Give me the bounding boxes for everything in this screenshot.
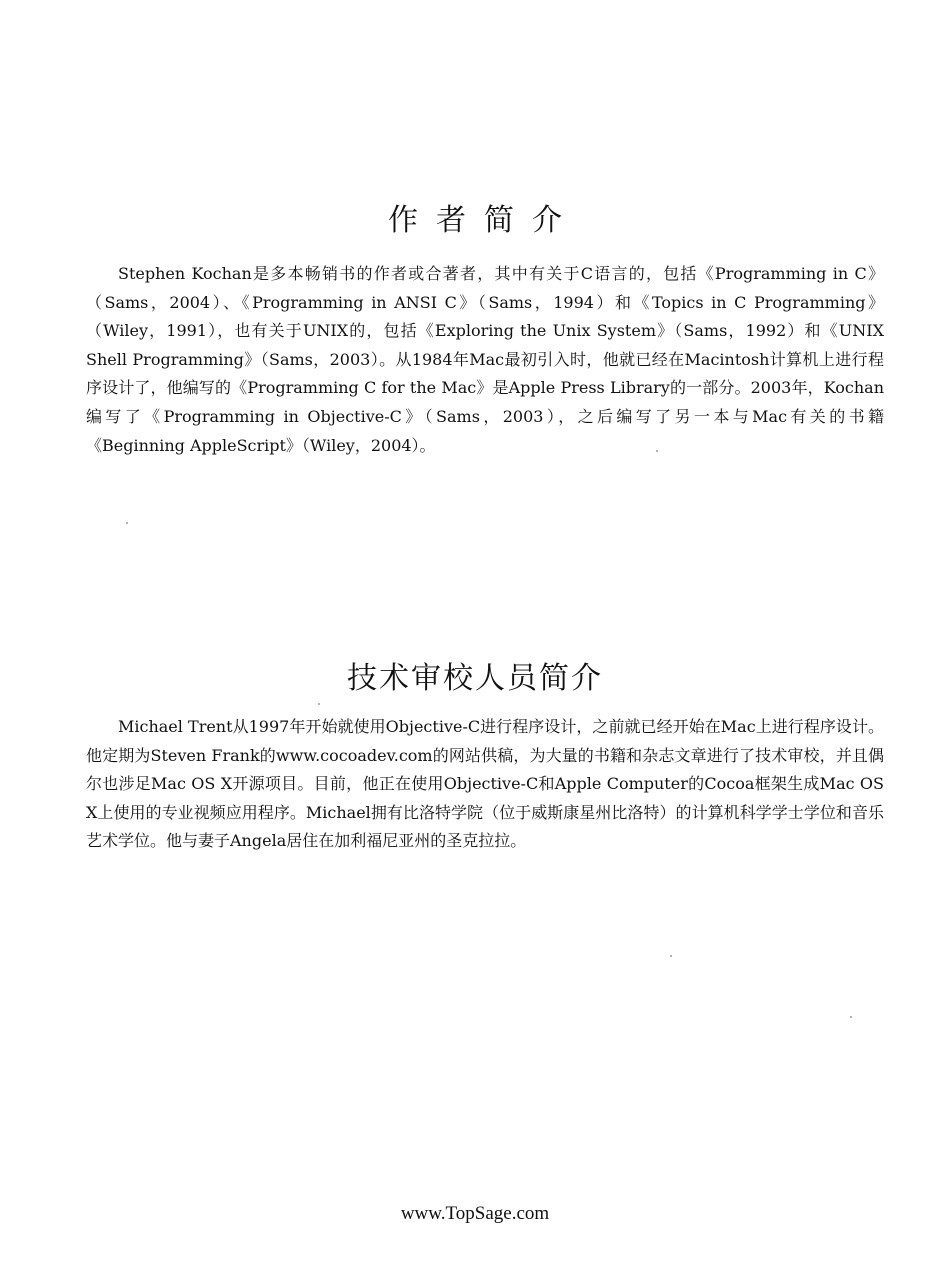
scan-speck: [670, 955, 672, 957]
footer-website: www.TopSage.com: [400, 1203, 550, 1224]
author-section-title: 作者简介: [388, 203, 580, 238]
scan-speck: [126, 522, 128, 524]
scan-speck: [318, 703, 320, 705]
scan-speck: [850, 1016, 852, 1018]
reviewer-bio-paragraph: Michael Trent从1997年开始就使用Objective-C进行程序设计，之前就已经开始在Mac上进行程序设计。他定期为Steven Frank的www.cocoadev.com的网站供稿，为大量的书籍和杂志文章进行了技术审校，并且偶尔也涉足Mac OS X开源项目。目前，他正在使用Objective-C和Apple Computer的Cocoa框架生成Mac OS X上使用的专业视频应用程序。Michael拥有比洛特学院（位于威斯康星州比洛特）的计算机科学学士学位和音乐艺术学位。他与妻子Angela居住在加利福尼亚州的圣克拉拉。: [86, 717, 884, 851]
author-bio-paragraph: Stephen Kochan是多本畅销书的作者或合著者，其中有关于C语言的，包括《Programming in C》（Sams，2004）、《Programming in ANSI C》（Sams，1994）和《Topics in C Programming》（Wiley，1991），也有关于UNIX的，包括《Exploring the Unix System》（Sams，1992）和《UNIX Shell Programming》（Sams，2003）。从1984年Mac最初引入时，他就已经在Macintosh计算机上进行程序设计了，他编写的《Programming C for the Mac》是Apple Press Library的一部分。2003年，Kochan编写了《Programming in Objective-C》（Sams，2003），之后编写了另一本与Mac有关的书籍《Beginning AppleScript》（Wiley，2004）。: [86, 264, 884, 455]
reviewer-section-title: 技术审校人员简介: [347, 661, 603, 696]
scan-speck: [656, 450, 658, 452]
